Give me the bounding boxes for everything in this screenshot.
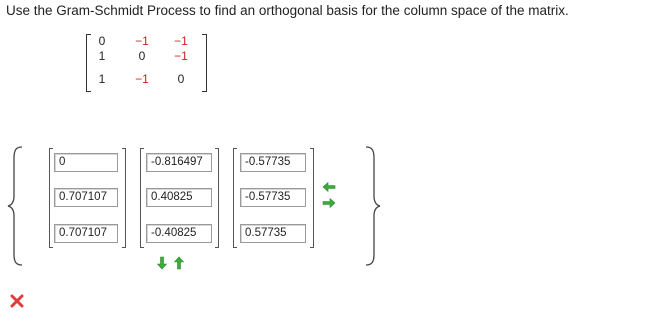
matrix-cell-r2c3: −1 — [174, 49, 188, 63]
matrix-cell-r1c3: −1 — [174, 34, 188, 48]
matrix-cell-r2c1: 1 — [98, 49, 106, 63]
vector-3-entry-3[interactable]: 0.57735 — [240, 224, 306, 243]
vector-2-left-bracket — [140, 148, 144, 248]
arrow-right-icon[interactable] — [322, 196, 336, 210]
given-matrix — [86, 34, 207, 92]
right-curly-brace — [360, 146, 382, 266]
incorrect-x-icon — [10, 294, 24, 308]
matrix-cell-r3c1: 1 — [98, 72, 106, 86]
arrow-left-icon[interactable] — [322, 180, 336, 194]
vector-2-entry-1[interactable]: -0.816497 — [146, 153, 212, 172]
left-curly-brace — [6, 146, 28, 266]
arrow-down-icon[interactable] — [155, 256, 169, 270]
vector-3-entry-2[interactable]: -0.57735 — [240, 188, 306, 207]
vector-3-entry-1[interactable]: -0.57735 — [240, 153, 306, 172]
vector-3-right-bracket — [310, 148, 314, 248]
vector-2-right-bracket — [215, 148, 219, 248]
vector-1-entry-2[interactable]: 0.707107 — [54, 188, 118, 207]
arrow-up-icon[interactable] — [172, 256, 186, 270]
vector-2-entry-2[interactable]: 0.40825 — [146, 188, 212, 207]
matrix-cell-r2c2: 0 — [138, 49, 146, 63]
matrix-cell-r3c3: 0 — [177, 72, 185, 86]
vector-1-right-bracket — [122, 148, 126, 248]
matrix-cell-r3c2: −1 — [135, 72, 149, 86]
vector-2-entry-3[interactable]: -0.40825 — [146, 224, 212, 243]
matrix-cell-r1c2: −1 — [135, 34, 149, 48]
matrix-right-bracket — [202, 34, 207, 92]
vector-1-entry-3[interactable]: 0.707107 — [54, 224, 118, 243]
vector-1-entry-1[interactable]: 0 — [54, 153, 118, 172]
vector-1-left-bracket — [49, 148, 53, 248]
matrix-cell-r1c1: 0 — [98, 34, 106, 48]
vector-3-left-bracket — [233, 148, 237, 248]
question-text: Use the Gram-Schmidt Process to find an orthogonal basis for the column space of the matrix. — [6, 3, 569, 18]
